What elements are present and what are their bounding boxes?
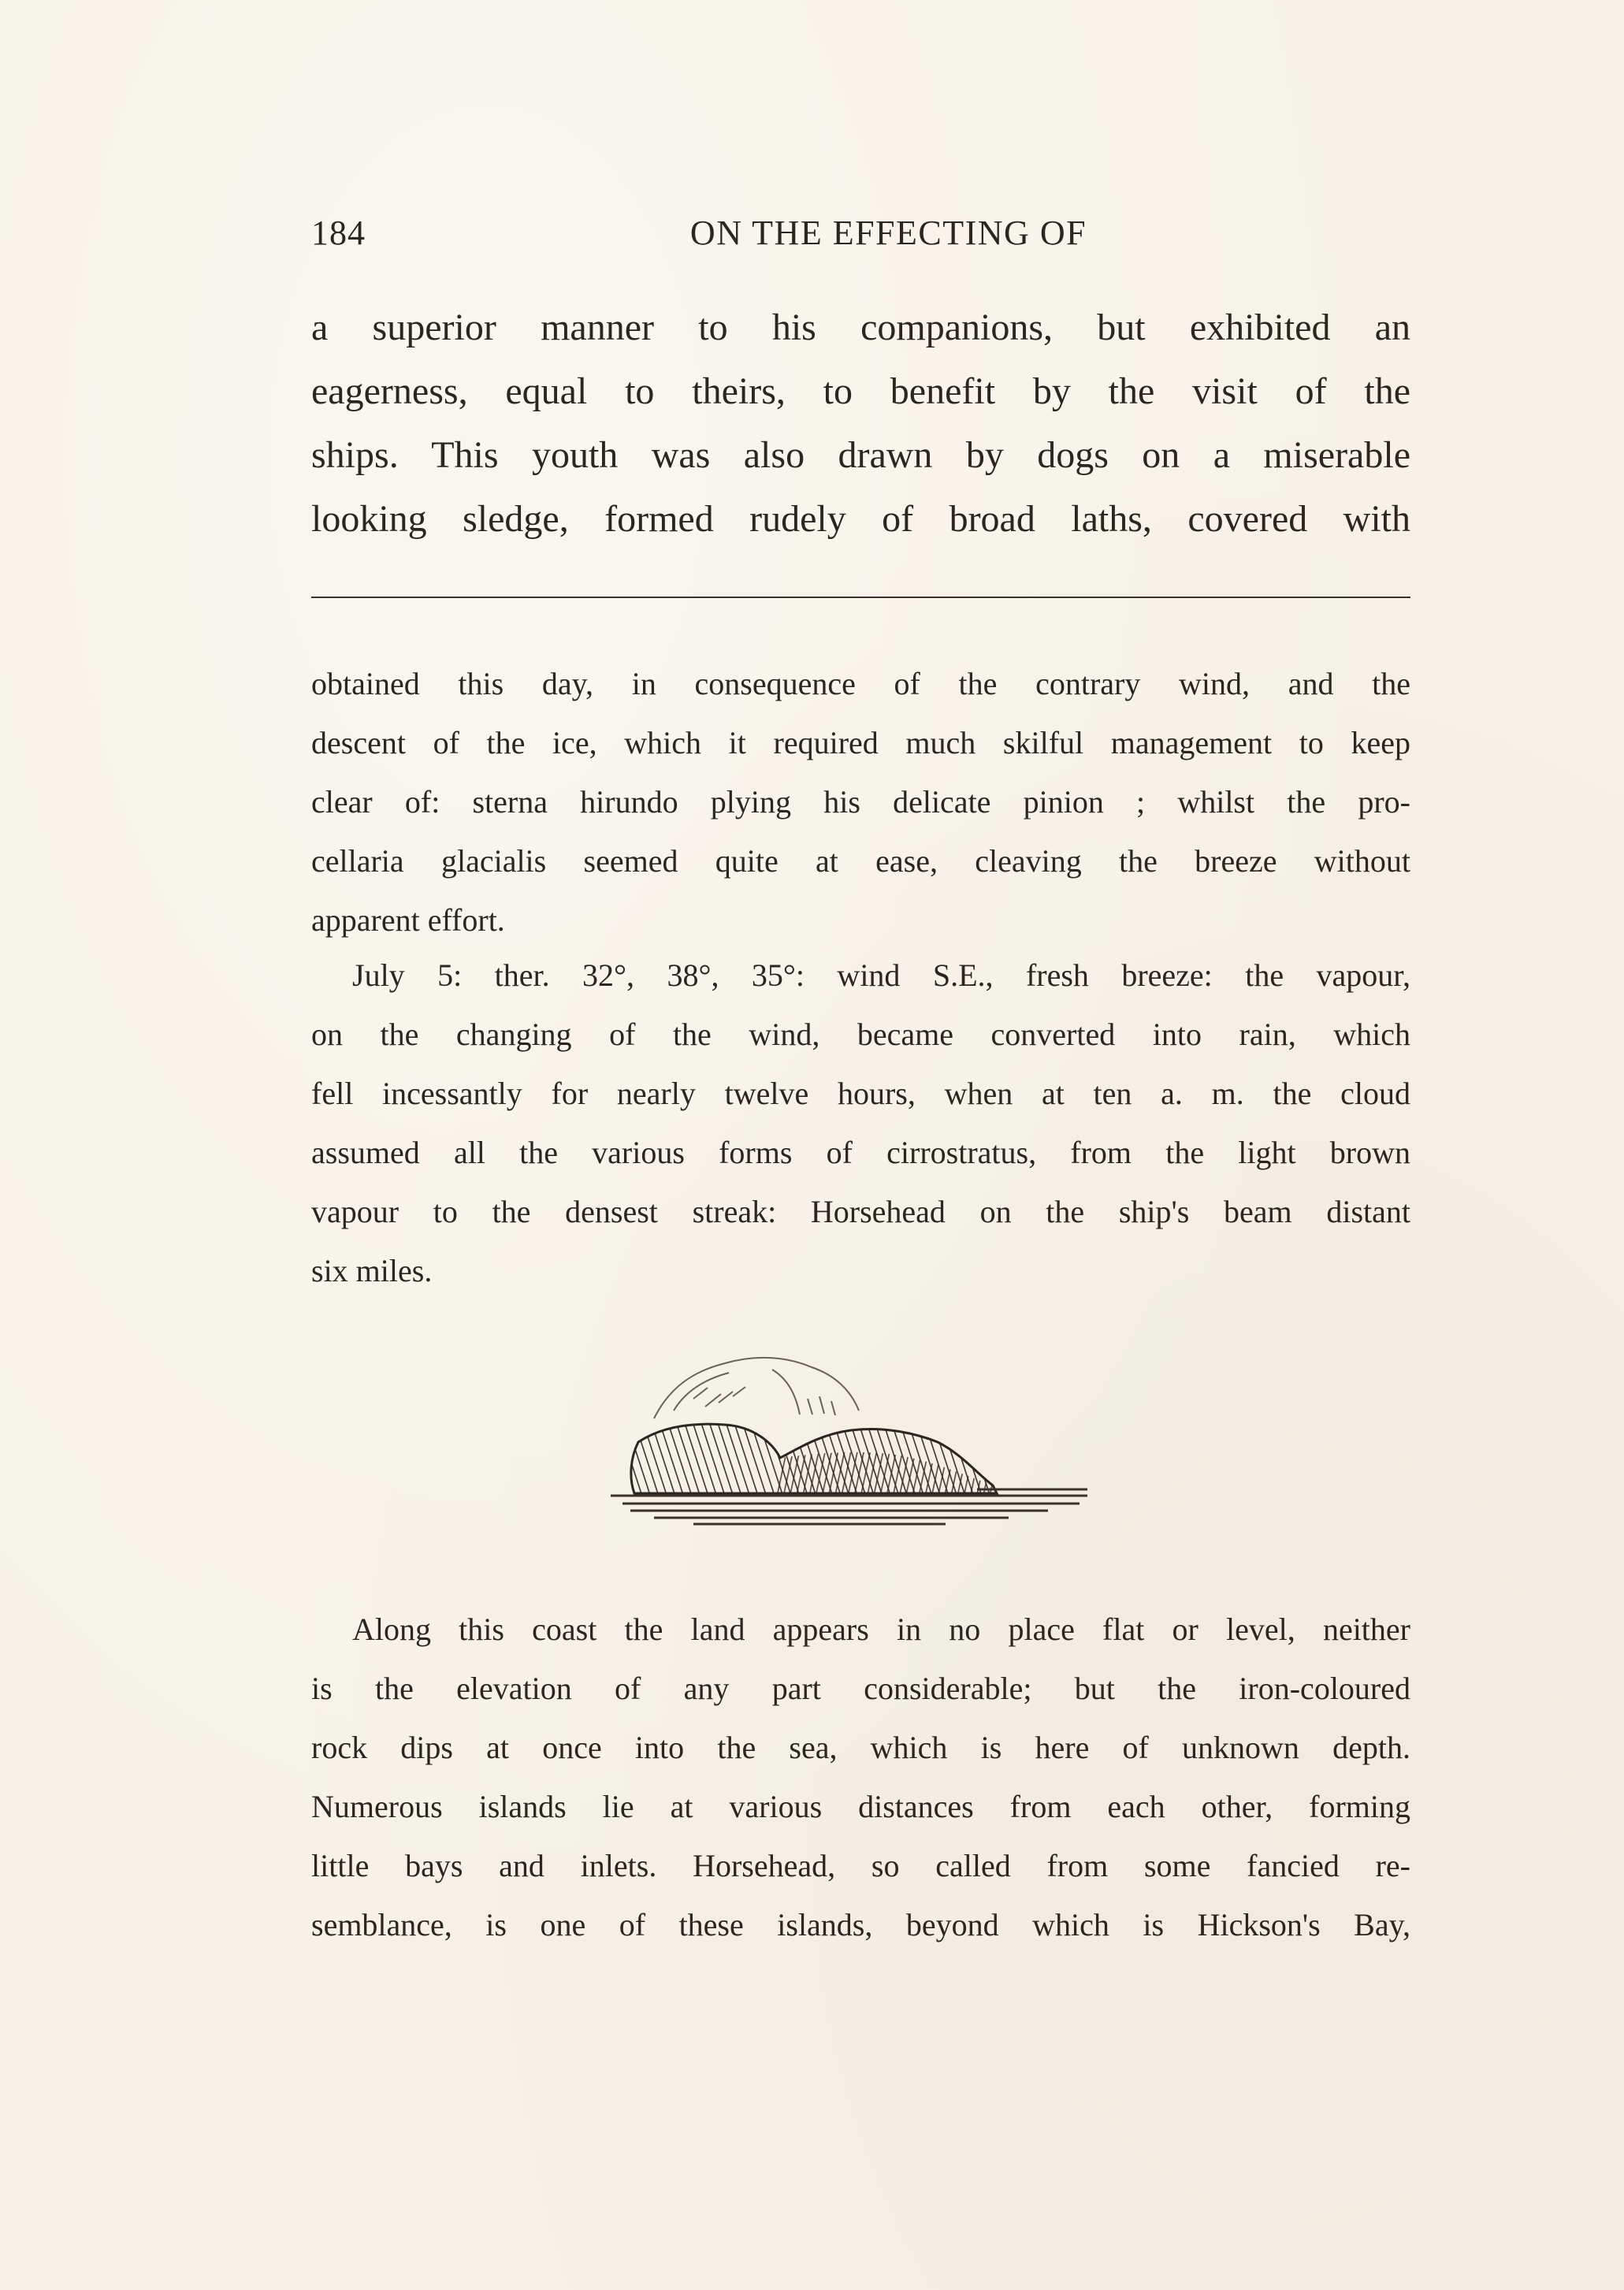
note-line: obtained this day, in consequence of the contrary wind, and the	[311, 666, 1410, 701]
note-line: rock dips at once into the sea, which is here of unknown depth.	[311, 1730, 1410, 1765]
footnote-divider	[311, 597, 1410, 598]
note-line: Along this coast the land appears in no place flat or level, neither	[352, 1612, 1410, 1647]
note-line: six miles.	[311, 1253, 433, 1288]
note-line: little bays and inlets. Horsehead, so called from some fancied re-	[311, 1848, 1410, 1883]
note-line: semblance, is one of these islands, beyond which is Hickson's Bay,	[311, 1907, 1410, 1942]
main-text-line: ships. This youth was also drawn by dogs on a miserable	[311, 434, 1410, 476]
note-line: fell incessantly for nearly twelve hours, when at ten a. m. the cloud	[311, 1076, 1410, 1111]
note-line: Numerous islands lie at various distances from each other, forming	[311, 1789, 1410, 1824]
main-text-line: looking sledge, formed rudely of broad laths, covered with	[311, 498, 1410, 540]
note-paragraph-1	[311, 654, 1410, 950]
page-number: 184	[311, 214, 366, 252]
water-lines	[611, 1489, 1087, 1524]
main-text-line: a superior manner to his companions, but exhibited an	[311, 307, 1410, 348]
note-line: assumed all the various forms of cirrostratus, from the light brown	[311, 1135, 1410, 1170]
note-line: apparent effort.	[311, 902, 505, 938]
mist-sketch	[654, 1358, 859, 1418]
main-text-line: eagerness, equal to theirs, to benefit by the visit of the	[311, 370, 1410, 412]
note-line: July 5: ther. 32°, 38°, 35°: wind S.E., fresh breeze: the vapour,	[352, 957, 1410, 993]
note-line: cellaria glacialis seemed quite at ease, cleaving the breeze without	[311, 843, 1410, 879]
note-line: is the elevation of any part considerable; but the iron-coloured	[311, 1671, 1410, 1706]
note-line: on the changing of the wind, became converted into rain, which	[311, 1017, 1410, 1052]
note-line: descent of the ice, which it required much skilful management to keep	[311, 725, 1410, 760]
horsehead-island-illustration	[536, 1324, 1198, 1545]
note-line: clear of: sterna hirundo plying his delicate pinion ; whilst the pro-	[311, 784, 1410, 820]
note-line: vapour to the densest streak: Horsehead on the ship's beam distant	[311, 1194, 1410, 1229]
note-paragraph-3	[311, 1600, 1410, 1954]
running-head	[311, 213, 1410, 260]
main-text-block	[311, 296, 1410, 551]
note-paragraph-2	[311, 946, 1410, 1300]
running-title: ON THE EFFECTING OF	[689, 214, 1087, 252]
